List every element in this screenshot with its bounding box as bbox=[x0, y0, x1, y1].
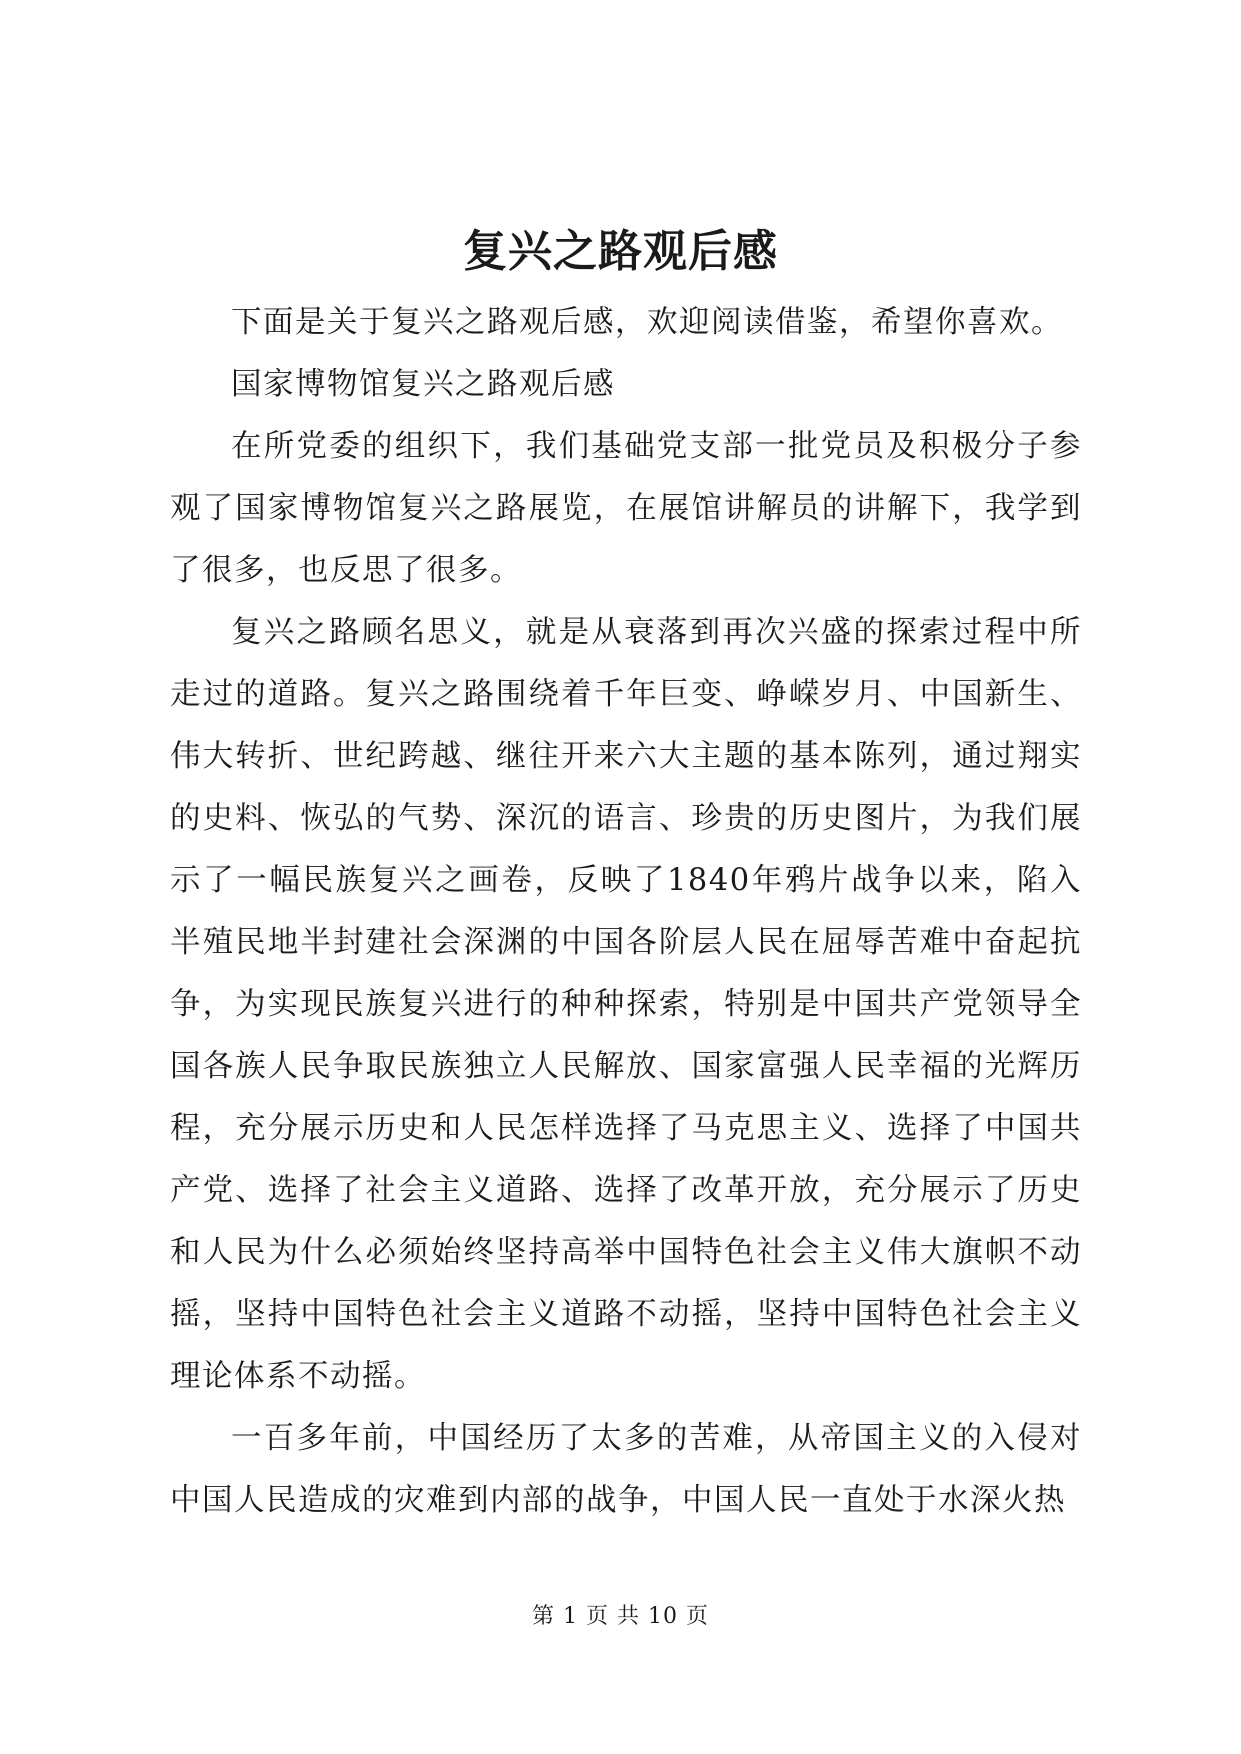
body-paragraph: 在所党委的组织下，我们基础党支部一批党员及积极分子参观了国家博物馆复兴之路展览，在展馆讲解员的讲解下，我学到了很多，也反思了很多。 bbox=[170, 429, 1082, 588]
page-number-footer: 第 1 页 共 10 页 bbox=[532, 1604, 709, 1629]
document-body bbox=[170, 292, 1082, 1532]
intro-paragraph: 下面是关于复兴之路观后感，欢迎阅读借鉴，希望你喜欢。 bbox=[231, 305, 1063, 340]
document-title: 复兴之路观后感 bbox=[463, 226, 778, 277]
section-heading: 国家博物馆复兴之路观后感 bbox=[231, 367, 615, 402]
body-paragraph: 一百多年前，中国经历了太多的苦难，从帝国主义的入侵对中国人民造成的灾难到内部的战争，中国人民一直处于水深火热 bbox=[170, 1421, 1082, 1518]
body-paragraph: 复兴之路顾名思义，就是从衰落到再次兴盛的探索过程中所走过的道路。复兴之路围绕着千年巨变、峥嵘岁月、中国新生、伟大转折、世纪跨越、继往开来六大主题的基本陈列，通过翔实的史料、恢弘的气势、深沉的语言、珍贵的历史图片，为我们展示了一幅民族复兴之画卷，反映了1840年鸦片战争以来，陷入半殖民地半封建社会深渊的中国各阶层人民在屈辱苦难中奋起抗争，为实现民族复兴进行的种种探索，特别是中国共产党领导全国各族人民争取民族独立人民解放、国家富强人民幸福的光辉历程，充分展示历史和人民怎样选择了马克思主义、选择了中国共产党、选择了社会主义道路、选择了改革开放，充分展示了历史和人民为什么必须始终坚持高举中国特色社会主义伟大旗帜不动摇，坚持中国特色社会主义道路不动摇，坚持中国特色社会主义理论体系不动摇。 bbox=[170, 615, 1082, 1394]
